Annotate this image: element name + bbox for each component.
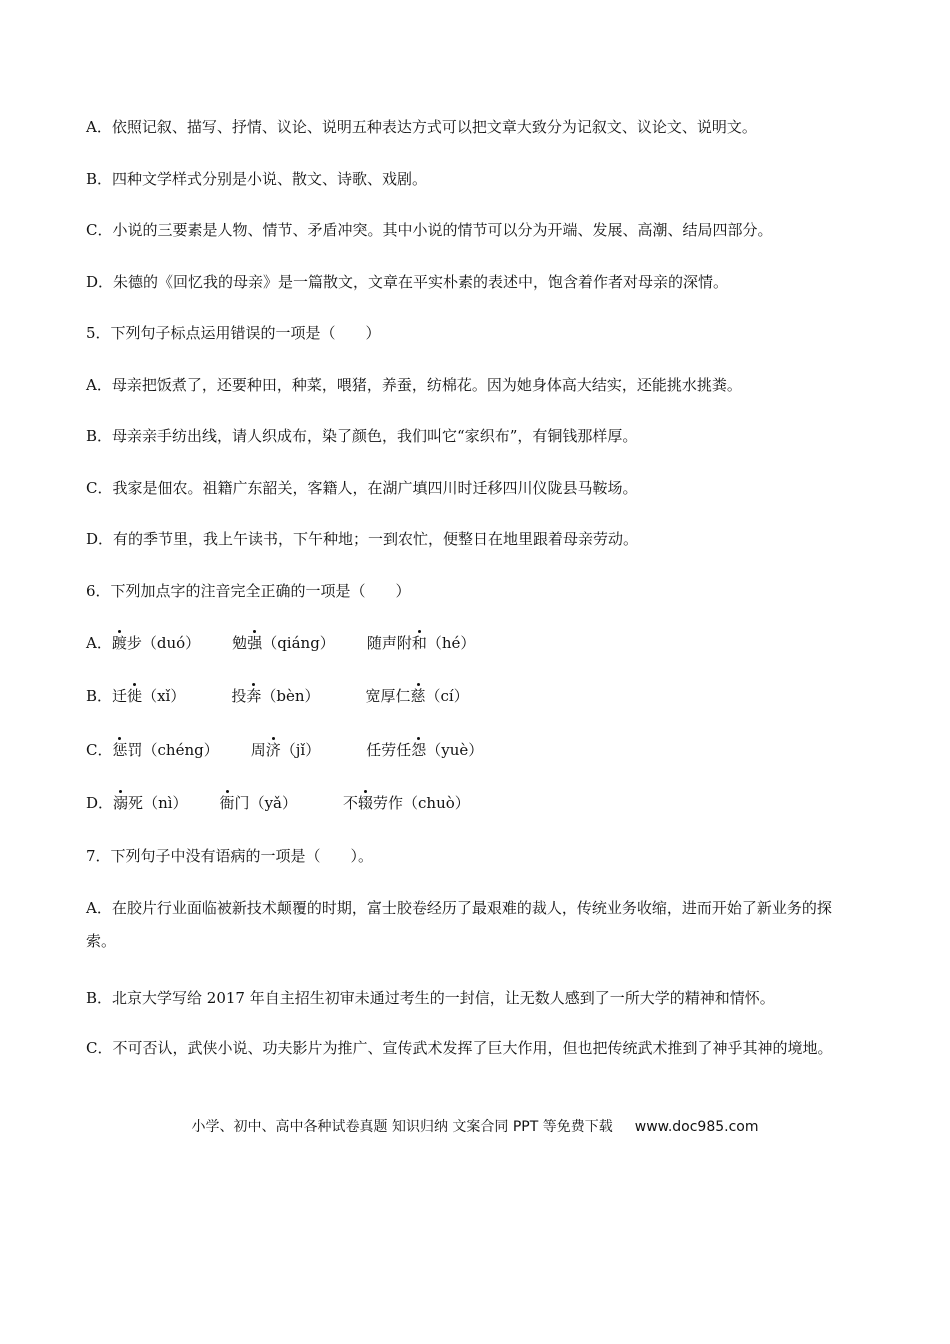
- q4-option-c: C．小说的三要素是人物、情节、矛盾冲突。其中小说的情节可以分为开端、发展、高潮、结局四部分。: [86, 221, 773, 239]
- word-text: 劳作: [373, 794, 404, 812]
- dotted-char: 济: [265, 741, 281, 759]
- word-text: 周: [250, 741, 266, 759]
- q5-stem: 5．下列句子标点运用错误的一项是（ ）: [86, 324, 381, 342]
- dotted-char: 踱: [111, 634, 127, 652]
- q6-option-d: [86, 793, 470, 813]
- dotted-char: 溺: [113, 794, 129, 812]
- dotted-char: 衙: [219, 794, 235, 812]
- word-text: 勉: [232, 634, 248, 652]
- q5-option-c: C．我家是佃农。祖籍广东韶关，客籍人，在湖广填四川时迁移四川仪陇县马鞍场。: [86, 479, 638, 497]
- pinyin: （xǐ）: [142, 687, 186, 705]
- dotted-char: 慈: [410, 687, 426, 705]
- footer-text: 小学、初中、高中各种试卷真题 知识归纳 文案合同 PPT 等免费下载: [191, 1119, 613, 1135]
- page-footer: [0, 1116, 950, 1136]
- word-text: 随声附: [366, 634, 412, 652]
- option-letter: D．: [86, 794, 114, 812]
- q6-option-a: [86, 633, 475, 653]
- word-text: 不: [342, 794, 358, 812]
- option-letter: A．: [86, 634, 112, 652]
- dotted-char: 怨: [411, 741, 427, 759]
- q7-option-a: A．在胶片行业面临被新技术颠覆的时期，富士胶卷经历了最艰难的裁人，传统业务收缩，进而开始了新业务的探索。: [86, 899, 832, 950]
- option-letter: B．: [86, 687, 113, 705]
- dotted-char: 惩: [112, 741, 128, 759]
- pinyin: （cí）: [425, 687, 469, 705]
- q4-option-d: D．朱德的《回忆我的母亲》是一篇散文，文章在平实朴素的表述中，饱含着作者对母亲的深情。: [86, 273, 729, 291]
- word-text: 迁: [112, 687, 128, 705]
- footer-url[interactable]: www.doc985.com: [634, 1119, 759, 1135]
- pinyin: （nì）: [143, 794, 188, 812]
- pinyin: （yǎ）: [249, 794, 297, 812]
- pinyin: （chéng）: [142, 741, 219, 759]
- q5-option-d: D．有的季节里，我上午读书，下午种地；一到农忙，便整日在地里跟着母亲劳动。: [86, 530, 639, 548]
- q7-option-b: B．北京大学写给 2017 年自主招生初审未通过考生的一封信，让无数人感到了一所大学的精神和情怀。: [86, 989, 775, 1007]
- q6-option-b: [86, 686, 469, 706]
- q7-stem: 7．下列句子中没有语病的一项是（ ）。: [86, 847, 374, 865]
- dotted-char: 奔: [246, 687, 262, 705]
- pinyin: （duó）: [141, 634, 201, 652]
- word-text: 投: [231, 687, 247, 705]
- pinyin: （qiáng）: [262, 634, 335, 652]
- word-text: 门: [234, 794, 250, 812]
- word-text: 任劳任: [366, 741, 412, 759]
- word-text: 宽厚仁: [365, 687, 411, 705]
- dotted-char: 和: [411, 634, 427, 652]
- dotted-char: 辍: [358, 794, 374, 812]
- option-letter: C．: [86, 741, 113, 759]
- word-text: 步: [126, 634, 142, 652]
- pinyin: （bèn）: [261, 687, 320, 705]
- q4-option-a: A．依照记叙、描写、抒情、议论、说明五种表达方式可以把文章大致分为记叙文、议论文、说明文。: [86, 118, 757, 136]
- pinyin: （chuò）: [403, 794, 470, 812]
- pinyin: （yuè）: [426, 741, 484, 759]
- q6-option-c: [86, 740, 483, 760]
- q5-option-b: B．母亲亲手纺出线，请人织成布，染了颜色，我们叫它“家织布”，有铜钱那样厚。: [86, 427, 638, 445]
- pinyin: （jǐ）: [280, 741, 321, 759]
- word-text: 罚: [127, 741, 143, 759]
- pinyin: （hé）: [426, 634, 476, 652]
- q5-option-a: A．母亲把饭煮了，还要种田，种菜，喂猪，养蚕，纺棉花。因为她身体高大结实，还能挑水挑粪。: [86, 376, 742, 394]
- word-text: 死: [128, 794, 144, 812]
- q7-option-c: C．不可否认，武侠小说、功夫影片为推广、宣传武术发挥了巨大作用，但也把传统武术推到了神乎其神的境地。: [86, 1039, 833, 1057]
- q4-option-b: B．四种文学样式分别是小说、散文、诗歌、戏剧。: [86, 170, 428, 188]
- dotted-char: 强: [247, 634, 263, 652]
- q6-stem: 6．下列加点字的注音完全正确的一项是（ ）: [86, 582, 411, 600]
- dotted-char: 徙: [127, 687, 143, 705]
